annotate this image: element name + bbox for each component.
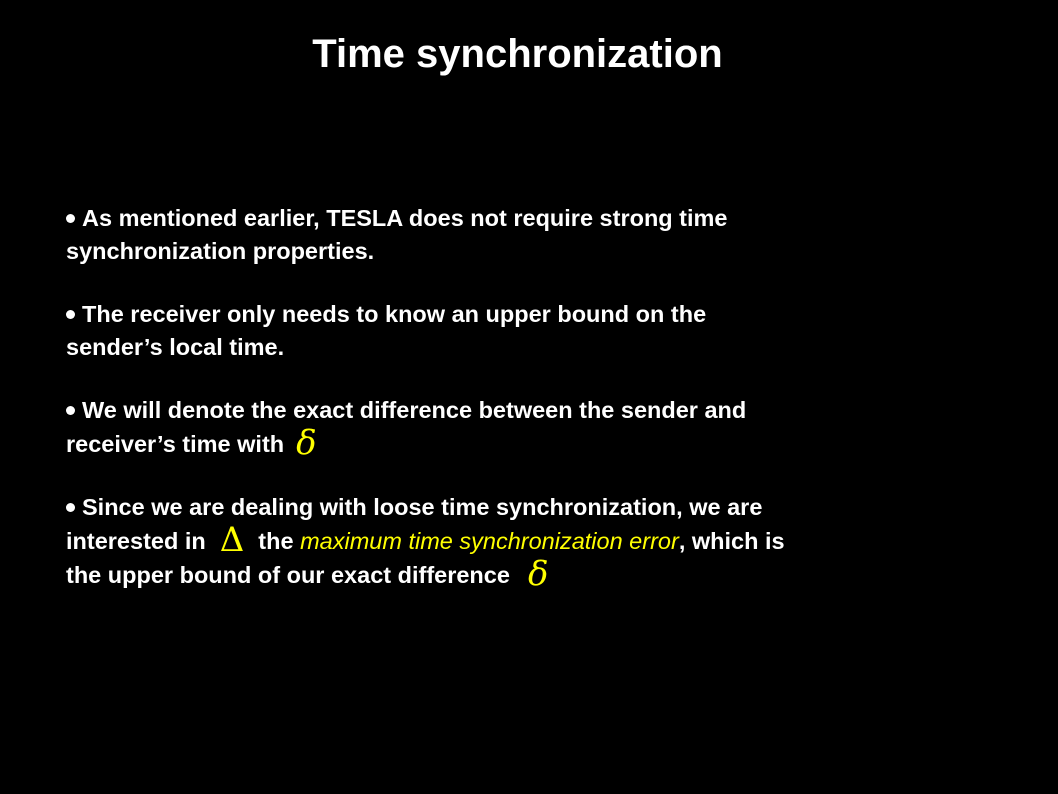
bullet-item: [66, 298, 786, 364]
bullet-dot-icon: [66, 503, 75, 512]
delta-symbol: δ: [296, 423, 317, 463]
bullet-list: [66, 202, 786, 622]
bullet-item: [66, 202, 786, 268]
capital-delta-symbol: Δ: [219, 520, 245, 560]
bullet-text: The receiver only needs to know an upper bound on the sender’s local time.: [66, 301, 707, 360]
emphasis-term: maximum time synchronization error: [300, 528, 679, 554]
bullet-dot-icon: [66, 406, 75, 415]
bullet-text: We will denote the exact difference between the sender and receiver’s time with: [66, 397, 747, 457]
slide-title: Time synchronization: [312, 32, 723, 76]
bullet-item: [66, 394, 786, 461]
bullet-text-part2: the: [258, 528, 294, 554]
bullet-text: As mentioned earlier, TESLA does not require strong time synchronization properties.: [66, 205, 728, 264]
bullet-text-part3: , which is the upper bound of our exact difference: [66, 528, 785, 588]
bullet-dot-icon: [66, 310, 75, 319]
bullet-dot-icon: [66, 214, 75, 223]
delta-symbol: δ: [527, 554, 549, 594]
bullet-text-part1: Since we are dealing with loose time synchronization, we are interested in: [66, 494, 763, 554]
bullet-item: [66, 491, 786, 592]
